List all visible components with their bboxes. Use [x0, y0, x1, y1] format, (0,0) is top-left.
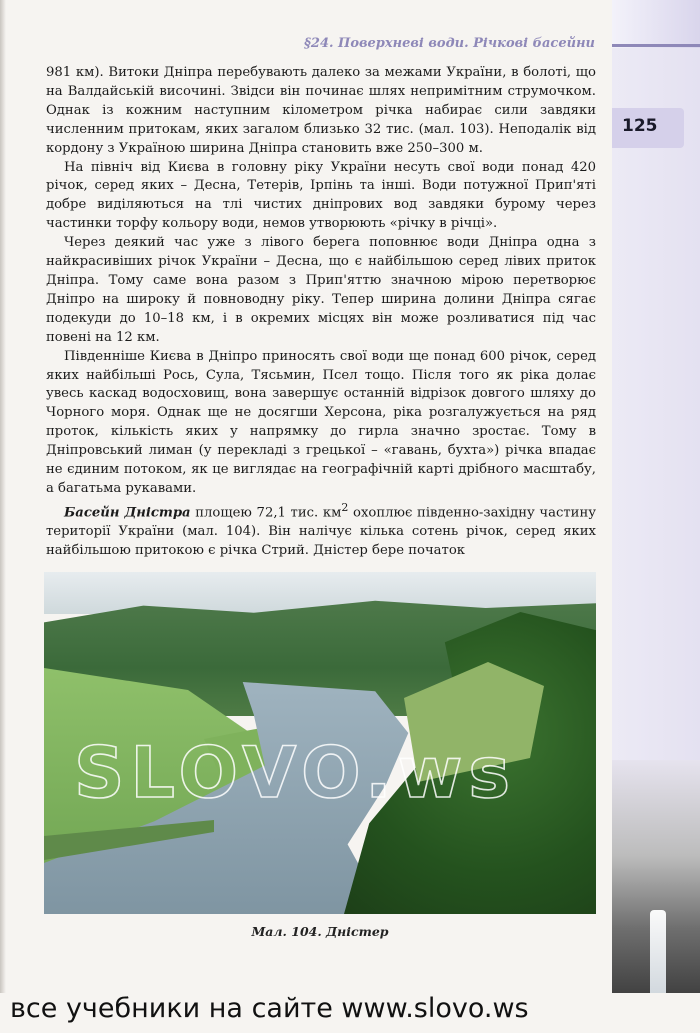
footer-banner[interactable]: все учебники на сайте www.slovo.ws	[10, 993, 529, 1024]
paragraph-text: охоплює південно-західну частину території України (мал. 104). Він налічує кілька сотень річок, серед яких найбільшою притокою є річка Стрий. Дністер бере початок	[46, 505, 597, 559]
superscript: 2	[341, 500, 349, 514]
page-edge	[0, 0, 6, 1033]
term-dniester-basin: Басейн Дністра	[64, 505, 191, 521]
paragraph: Південніше Києва в Дніпро приносять свої води ще понад 600 річок, серед яких найбільші Рось, Сула, Тясьмин, Псел тощо. Після того як ріка долає увесь каскад водосховищ, вона завершує останній відрізок довгого шляху до Чорного моря. Однак ще не досягши Херсона, ріка розгалужується на ряд проток, кількість яких у напрямку до гирла значно зростає. Тому в Дніпровський лиман (у перекладі з грецької – «гавань, бухта») річка впадає не єдиним потоком, як це виглядає на географічній карті дрібного масштабу, а багатьма рукавами.	[46, 348, 596, 496]
body-text	[46, 64, 596, 561]
header-rule	[612, 44, 700, 47]
paragraph: На північ від Києва в головну ріку України несуть свої води понад 420 річок, серед яких – Десна, Тетерів, Ірпінь та інші. Води потужної Прип'яті добре виділяються на тлі чистих дніпрових вод завдяки бурому через частинки торфу кольору води, немов утворюють «річку в річці».	[46, 159, 596, 232]
dniester-photo	[44, 572, 596, 914]
paragraph-dniester	[46, 499, 596, 561]
paragraph-text: площею 72,1 тис. км	[190, 505, 342, 521]
header-band	[612, 0, 700, 48]
running-head: §24. Поверхневі води. Річкові басейни	[304, 36, 595, 51]
waterfall-image	[650, 910, 666, 1000]
page-number: 125	[622, 116, 658, 136]
paragraph: Через деякий час уже з лівого берега поповнює води Дніпра одна з найкрасивіших річок України – Десна, що є найбільшою серед лівих приток Дніпра. Тому саме вона разом з Прип'яттю значною мірою перетворює Дніпро на широку й повноводну ріку. Тепер ширина долини Дніпра сягає подекуди до 10–18 км, і в окремих місцях він може розливатися під час повені на 12 км.	[46, 235, 596, 345]
figure-caption: Мал. 104. Дністер	[251, 924, 389, 939]
paragraph: 981 км). Витоки Дніпра перебувають далеко за межами України, в болоті, що на Валдайській височині. Звідси він починає шлях непримітним струмочком. Однак із кожним наступним кілометром річка набирає сили завдяки численним притокам, яких загалом близько 32 тис. (мал. 103). Неподалік від кордону з Україною ширина Дніпра становить вже 250–300 м.	[46, 65, 596, 156]
decorative-corner-photo	[612, 760, 700, 1000]
photo-watermark: SLOVO.ws	[74, 732, 516, 814]
